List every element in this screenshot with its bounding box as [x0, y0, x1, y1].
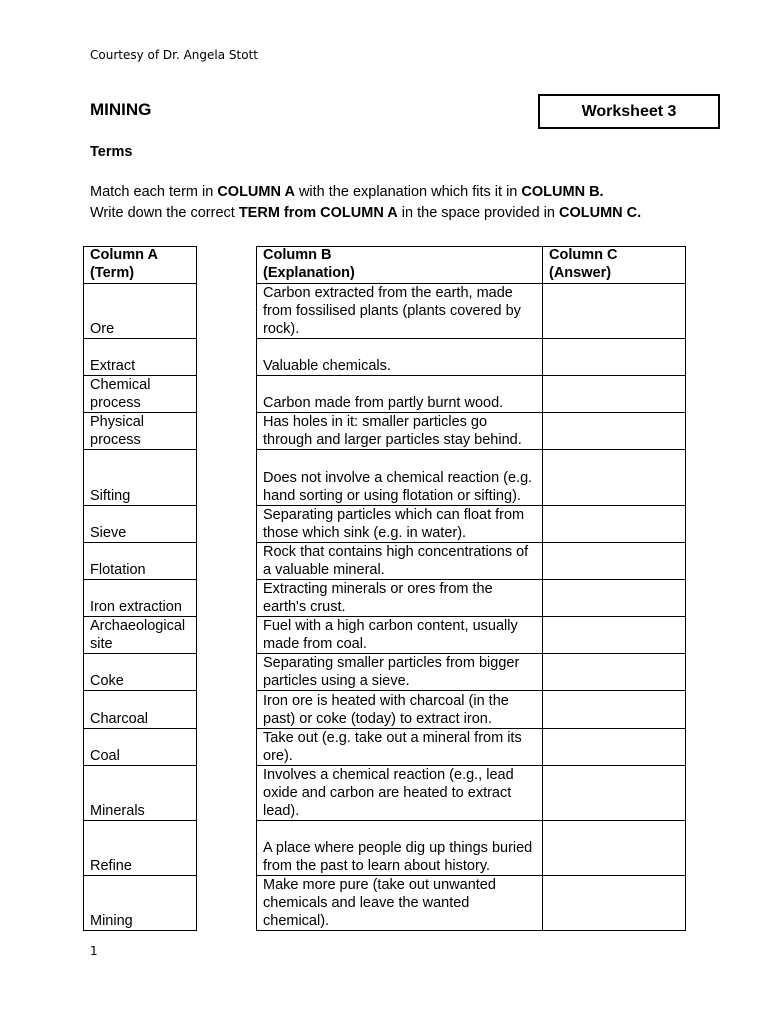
courtesy-note: Courtesy of Dr. Angela Stott [90, 48, 258, 62]
term-row [84, 691, 197, 729]
term-row [84, 580, 197, 617]
explanation-row [257, 339, 686, 376]
explanation-cell: Fuel with a high carbon content, usually made from coal. [257, 617, 543, 654]
answer-cell[interactable] [543, 506, 686, 543]
instruction-line-1: Match each term in COLUMN A with the explanation which fits it in COLUMN B. [90, 184, 604, 200]
term-row [84, 413, 197, 450]
explanation-cell: Valuable chemicals. [257, 339, 543, 376]
column-a-header: Column A (Term) [84, 247, 197, 284]
explanation-row [257, 580, 686, 617]
explanation-cell: Has holes in it: smaller particles go through and larger particles stay behind. [257, 413, 543, 450]
explanation-row [257, 617, 686, 654]
explanation-row [257, 691, 686, 729]
answer-cell[interactable] [543, 450, 686, 506]
term-cell: Coke [84, 654, 197, 691]
term-cell: Charcoal [84, 691, 197, 729]
term-cell: Flotation [84, 543, 197, 580]
explanation-cell: Rock that contains high concentrations of a valuable mineral. [257, 543, 543, 580]
explanation-row [257, 506, 686, 543]
explanation-row [257, 654, 686, 691]
term-row [84, 617, 197, 654]
term-row [84, 284, 197, 339]
term-cell: Physical process [84, 413, 197, 450]
term-cell: Coal [84, 729, 197, 766]
explanation-cell: A place where people dig up things buried from the past to learn about history. [257, 821, 543, 876]
explanation-cell: Separating smaller particles from bigger particles using a sieve. [257, 654, 543, 691]
term-cell: Sieve [84, 506, 197, 543]
column-c-header: Column C (Answer) [543, 247, 686, 284]
answer-cell[interactable] [543, 543, 686, 580]
explanation-cell: Make more pure (take out unwanted chemicals and leave the wanted chemical). [257, 876, 543, 931]
answer-cell[interactable] [543, 580, 686, 617]
page-number: 1 [90, 944, 98, 958]
term-cell: Extract [84, 339, 197, 376]
instruction-line-2: Write down the correct TERM from COLUMN A in the space provided in COLUMN C. [90, 205, 642, 221]
answer-cell[interactable] [543, 876, 686, 931]
answer-cell[interactable] [543, 413, 686, 450]
page-title: MINING [90, 100, 152, 119]
term-row [84, 339, 197, 376]
term-row [84, 821, 197, 876]
explanation-cell: Separating particles which can float from those which sink (e.g. in water). [257, 506, 543, 543]
section-heading: Terms [90, 144, 133, 160]
answer-cell[interactable] [543, 339, 686, 376]
term-row [84, 543, 197, 580]
explanation-cell: Take out (e.g. take out a mineral from its ore). [257, 729, 543, 766]
answer-cell[interactable] [543, 821, 686, 876]
explanation-cell: Does not involve a chemical reaction (e.g. hand sorting or using flotation or sifting). [257, 450, 543, 506]
answer-cell[interactable] [543, 691, 686, 729]
answer-cell[interactable] [543, 376, 686, 413]
term-cell: Minerals [84, 766, 197, 821]
column-a-table [83, 246, 197, 931]
answer-cell[interactable] [543, 284, 686, 339]
term-row [84, 729, 197, 766]
column-b-header: Column B (Explanation) [257, 247, 543, 284]
term-row [84, 654, 197, 691]
answer-cell[interactable] [543, 729, 686, 766]
explanation-cell: Extracting minerals or ores from the earth's crust. [257, 580, 543, 617]
term-cell: Mining [84, 876, 197, 931]
term-row [84, 506, 197, 543]
answer-cell[interactable] [543, 617, 686, 654]
explanation-row [257, 413, 686, 450]
explanation-row [257, 284, 686, 339]
explanation-row [257, 450, 686, 506]
explanation-cell: Iron ore is heated with charcoal (in the past) or coke (today) to extract iron. [257, 691, 543, 729]
term-cell: Sifting [84, 450, 197, 506]
answer-cell[interactable] [543, 766, 686, 821]
column-bc-table [256, 246, 686, 931]
explanation-cell: Carbon made from partly burnt wood. [257, 376, 543, 413]
term-row [84, 376, 197, 413]
term-cell: Ore [84, 284, 197, 339]
term-cell: Iron extraction [84, 580, 197, 617]
explanation-cell: Carbon extracted from the earth, made from fossilised plants (plants covered by rock). [257, 284, 543, 339]
explanation-row [257, 876, 686, 931]
explanation-row [257, 766, 686, 821]
term-cell: Refine [84, 821, 197, 876]
term-cell: Archaeological site [84, 617, 197, 654]
explanation-row [257, 729, 686, 766]
term-row [84, 766, 197, 821]
explanation-row [257, 376, 686, 413]
explanation-row [257, 821, 686, 876]
answer-cell[interactable] [543, 654, 686, 691]
worksheet-label-box: Worksheet 3 [538, 94, 720, 129]
explanation-cell: Involves a chemical reaction (e.g., lead oxide and carbon are heated to extract lead). [257, 766, 543, 821]
term-row [84, 876, 197, 931]
explanation-row [257, 543, 686, 580]
term-cell: Chemical process [84, 376, 197, 413]
term-row [84, 450, 197, 506]
